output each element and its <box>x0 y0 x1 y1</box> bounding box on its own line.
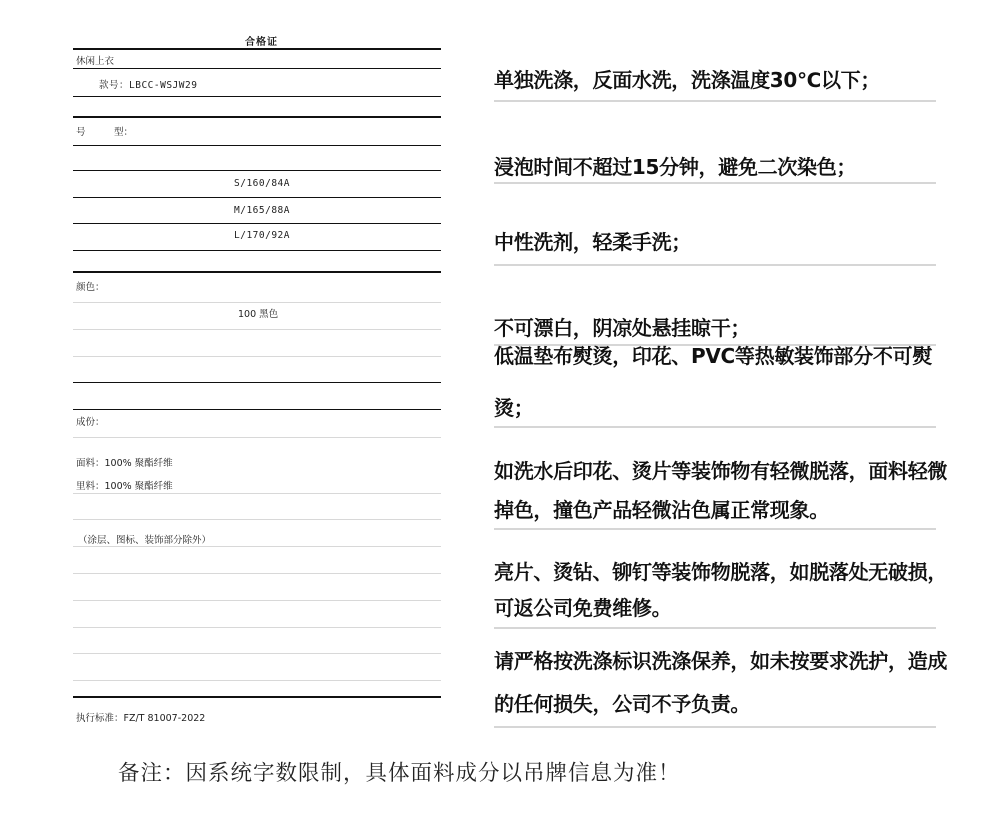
care-divider <box>494 627 936 629</box>
care-divider <box>494 182 936 184</box>
size-l: L/170/92A <box>234 230 290 241</box>
divider <box>73 493 441 494</box>
divider <box>73 696 441 698</box>
care-line: 中性洗剂，轻柔手洗； <box>494 230 691 254</box>
divider <box>73 48 441 50</box>
divider <box>73 519 441 520</box>
care-divider <box>494 100 936 102</box>
divider <box>73 680 441 681</box>
divider <box>73 600 441 601</box>
divider <box>73 356 441 357</box>
care-line: 低温垫布熨烫，印花、PVC等热敏装饰部分不可熨 <box>494 344 932 368</box>
product-name: 休闲上衣 <box>76 56 115 67</box>
care-line: 如洗水后印花、烫片等装饰物有轻微脱落，面料轻微 <box>494 459 948 483</box>
divider <box>73 409 441 410</box>
style-number: 款号：LBCC-WSJW29 <box>99 80 198 91</box>
divider <box>73 302 441 303</box>
divider <box>73 223 441 224</box>
divider <box>73 437 441 438</box>
care-line: 浸泡时间不超过15分钟，避免二次染色； <box>494 155 857 179</box>
footnote: 备注：因系统字数限制，具体面料成分以吊牌信息为准！ <box>118 761 681 786</box>
care-divider <box>494 426 936 428</box>
divider <box>73 116 441 118</box>
care-line: 可返公司免费维修。 <box>494 596 672 620</box>
care-line: 的任何损失，公司不予负责。 <box>494 692 751 716</box>
divider <box>73 329 441 330</box>
care-line: 请严格按洗涤标识洗涤保养，如未按要求洗护，造成 <box>494 649 948 673</box>
divider <box>73 145 441 146</box>
divider <box>73 250 441 251</box>
divider <box>73 68 441 69</box>
divider <box>73 653 441 654</box>
fabric-composition: 面料：100% 聚酯纤维 <box>76 458 173 469</box>
size-s: S/160/84A <box>234 178 290 189</box>
care-line: 不可漂白，阴凉处悬挂晾干； <box>494 316 751 340</box>
divider <box>73 96 441 97</box>
size-m: M/165/88A <box>234 205 290 216</box>
composition-label: 成份： <box>76 417 105 428</box>
divider <box>73 197 441 198</box>
divider <box>73 271 441 273</box>
care-divider <box>494 726 936 728</box>
care-line: 亮片、烫钻、铆钉等装饰物脱落，如脱落处无破损， <box>494 560 948 584</box>
care-line: 掉色，撞色产品轻微沾色属正常现象。 <box>494 498 829 522</box>
divider <box>73 627 441 628</box>
color-label: 颜色： <box>76 282 105 293</box>
exclusion-note: （涂层、图标、装饰部分除外） <box>78 535 212 546</box>
size-label: 号 型： <box>76 127 134 138</box>
care-line: 单独洗涤，反面水洗，洗涤温度30℃以下； <box>494 68 881 92</box>
care-divider <box>494 264 936 266</box>
divider <box>73 382 441 383</box>
care-divider <box>494 528 936 530</box>
divider <box>73 573 441 574</box>
color-value: 100 黑色 <box>238 309 279 320</box>
divider <box>73 170 441 171</box>
divider <box>73 546 441 547</box>
lining-composition: 里料：100% 聚酯纤维 <box>76 481 173 492</box>
certificate-title: 合格证 <box>245 37 278 48</box>
care-line: 烫； <box>494 396 534 420</box>
execution-standard: 执行标准：FZ/T 81007-2022 <box>76 713 206 724</box>
